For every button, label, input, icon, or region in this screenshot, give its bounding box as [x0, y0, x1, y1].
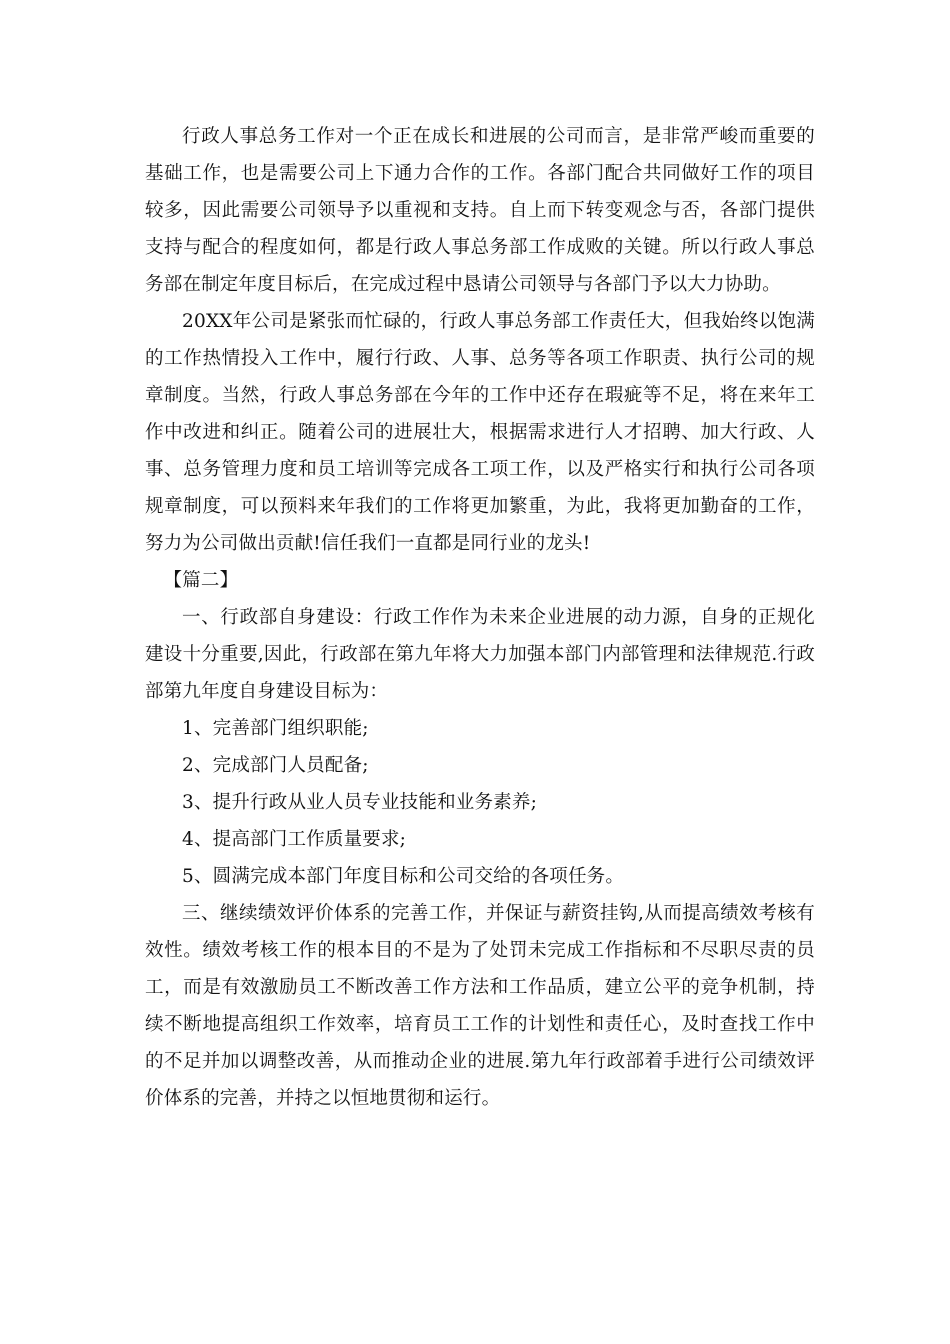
goal-item: 4、提高部门工作质量要求; [182, 829, 407, 850]
paragraph-intro: 行政人事总务工作对一个正在成长和进展的公司而言，是非常严峻而重要的基础工作，也是需要公司上下通力合作的工作。各部门配合共同做好工作的项目较多，因此需要公司领导予以重视和支持。自上而下转变观念与否，各部门提供支持与配合的程度如何，都是行政人事总务部工作成败的关键。所以行政人事总务部在制定年度目标后，在完成过程中恳请公司领导与各部门予以大力协助。 [145, 126, 815, 295]
goal-item: 1、完善部门组织职能; [182, 718, 369, 739]
document-body [145, 118, 815, 1117]
goal-item: 5、圆满完成本部门年度目标和公司交给的各项任务。 [182, 866, 625, 887]
section-heading: 【篇二】 [163, 570, 239, 591]
goal-item: 2、完成部门人员配备; [182, 755, 369, 776]
paragraph-self-construction: 一、行政部自身建设：行政工作作为未来企业进展的动力源，自身的正规化建设十分重要,因此，行政部在第九年将大力加强本部门内部管理和法律规范.行政部第九年度自身建设目标为： [145, 607, 815, 702]
goal-item: 3、提升行政从业人员专业技能和业务素养; [182, 792, 538, 813]
paragraph-year-summary: 20XX年公司是紧张而忙碌的，行政人事总务部工作责任大，但我始终以饱满的工作热情投入工作中，履行行政、人事、总务等各项工作职责、执行公司的规章制度。当然，行政人事总务部在今年的工作中还存在瑕疵等不足，将在来年工作中改进和纠正。随着公司的进展壮大，根据需求进行人才招聘、加大行政、人事、总务管理力度和员工培训等完成各工项工作，以及严格实行和执行公司各项规章制度，可以预料来年我们的工作将更加繁重，为此，我将更加勤奋的工作，努力为公司做出贡献!信任我们一直都是同行业的龙头! [145, 311, 815, 554]
paragraph-performance: 三、继续绩效评价体系的完善工作，并保证与薪资挂钩,从而提高绩效考核有效性。绩效考核工作的根本目的不是为了处罚未完成工作指标和不尽职尽责的员工，而是有效激励员工不断改善工作方法和工作品质，建立公平的竞争机制，持续不断地提高组织工作效率，培育员工工作的计划性和责任心，及时查找工作中的不足并加以调整改善，从而推动企业的进展.第九年行政部着手进行公司绩效评价体系的完善，并持之以恒地贯彻和运行。 [145, 903, 815, 1109]
